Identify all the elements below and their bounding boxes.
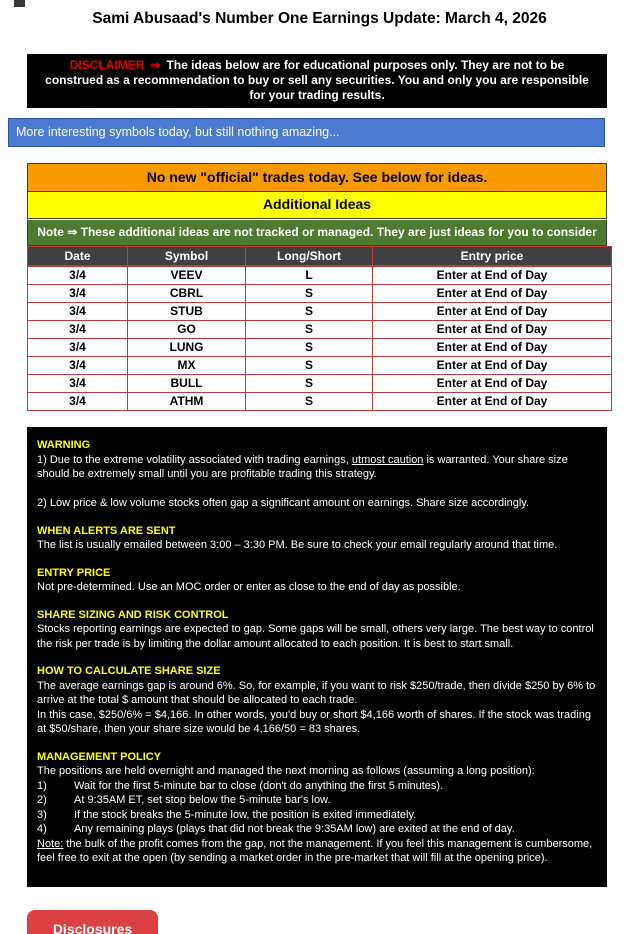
cell-entry: Enter at End of Day <box>373 393 612 411</box>
section-warning <box>37 438 597 511</box>
table-row <box>28 321 612 339</box>
page-title: Sami Abusaad's Number One Earnings Update: March 4, 2026 <box>92 10 547 27</box>
cell-symbol: VEEV <box>128 266 246 285</box>
no-trades-banner: No new "official" trades today. See below for ideas. <box>27 163 607 192</box>
additional-ideas-banner: Additional Ideas <box>27 192 607 219</box>
share-sizing-text: Stocks reporting earnings are expected to gap. Some gaps will be small, others very large. The best way to control the risk per trade is by limiting the dollar amount allocated to each position. It is best to start small. <box>37 623 594 650</box>
table-row <box>28 375 612 393</box>
warning-text: is warranted. Your share size should be extremely small until you are profitable trading this strategy. <box>37 453 568 480</box>
column-header-long-short: Long/Short <box>246 247 373 267</box>
table-row <box>28 339 612 357</box>
section-heading: HOW TO CALCULATE SHARE SIZE <box>37 665 221 677</box>
ideas-note-banner: Note ⇒ These additional ideas are not tracked or managed. They are just ideas for you to consider <box>27 219 607 246</box>
table-row <box>28 357 612 375</box>
cell-symbol: GO <box>128 321 246 339</box>
cell-entry: Enter at End of Day <box>373 303 612 321</box>
disclaimer-banner <box>27 54 607 108</box>
step-text: If the stock breaks the 5-minute low, the position is exited immediately. <box>74 808 417 821</box>
management-step <box>37 793 597 808</box>
step-text: Wait for the first 5-minute bar to close (don't do anything the first 5 minutes). <box>74 779 444 792</box>
step-number: 4) <box>37 823 47 835</box>
ideas-section <box>27 163 607 411</box>
column-header-date: Date <box>28 247 128 267</box>
section-management-policy <box>37 750 597 866</box>
section-heading: MANAGEMENT POLICY <box>37 750 162 763</box>
section-alerts <box>37 524 597 553</box>
note-label: Note: <box>37 837 64 850</box>
cell-entry: Enter at End of Day <box>373 339 612 357</box>
section-entry-price <box>37 566 597 595</box>
cell-entry: Enter at End of Day <box>373 266 612 285</box>
step-number: 3) <box>37 808 47 821</box>
entry-price-text: Not pre-determined. Use an MOC order or enter as close to the end of day as possible. <box>37 581 461 593</box>
column-header-symbol: Symbol <box>128 247 246 267</box>
column-header-entry-price: Entry price <box>373 247 612 267</box>
disclaimer-text: The ideas below are for educational purposes only. They are not to be construed as a recommendation to buy or sell any securities. You and only you are responsible for your trading results. <box>45 58 589 102</box>
cell-side: L <box>246 266 373 285</box>
screen-artifact <box>14 0 25 7</box>
disclosures-button[interactable]: Disclosures <box>27 910 158 934</box>
step-text: At 9:35AM ET, set stop below the 5-minute bar's low. <box>74 794 331 806</box>
cell-entry: Enter at End of Day <box>373 375 612 393</box>
warning-text: 1) Due to the extreme volatility associated with trading earnings, <box>37 453 352 466</box>
cell-date: 3/4 <box>28 285 128 303</box>
market-comment-banner: More interesting symbols today, but still nothing amazing... <box>8 118 605 147</box>
cell-entry: Enter at End of Day <box>373 357 612 375</box>
section-share-sizing <box>37 608 597 652</box>
cell-symbol: ATHM <box>128 393 246 411</box>
cell-symbol: BULL <box>128 375 246 393</box>
cell-side: S <box>246 321 373 339</box>
note-text: the bulk of the profit comes from the gap, not the management. If you feel this management is cumbersome, feel free to exit at the open (by sending a market order in the pre-market that will fill at the opening price). <box>37 837 593 864</box>
section-heading: WARNING <box>37 439 91 451</box>
management-step <box>37 808 597 823</box>
cell-date: 3/4 <box>28 393 128 411</box>
alerts-text: The list is usually emailed between 3:00 – 3:30 PM. Be sure to check your email regularly around that time. <box>37 539 558 551</box>
management-intro: The positions are held overnight and managed the next morning as follows (assuming a long position): <box>37 765 535 777</box>
table-row <box>28 266 612 285</box>
table-row <box>28 303 612 321</box>
warning-underlined-text: utmost caution <box>351 453 424 466</box>
cell-date: 3/4 <box>28 357 128 375</box>
cell-date: 3/4 <box>28 266 128 285</box>
cell-entry: Enter at End of Day <box>373 285 612 303</box>
cell-side: S <box>246 357 373 375</box>
cell-symbol: MX <box>128 357 246 375</box>
step-text: Any remaining plays (plays that did not break the 9:35AM low) are exited at the end of day. <box>74 823 515 835</box>
section-heading: SHARE SIZING AND RISK CONTROL <box>37 608 229 621</box>
table-row <box>28 393 612 411</box>
warning-paragraph-2: 2) Low price & low volume stocks often gap a significant amount on earnings. Share size accordingly. <box>37 497 529 509</box>
cell-symbol: LUNG <box>128 339 246 357</box>
cell-date: 3/4 <box>28 375 128 393</box>
cell-date: 3/4 <box>28 321 128 339</box>
table-header-row <box>28 247 612 267</box>
cell-entry: Enter at End of Day <box>373 321 612 339</box>
info-panel <box>27 427 607 887</box>
management-step <box>37 779 597 794</box>
cell-side: S <box>246 393 373 411</box>
table-row <box>28 285 612 303</box>
calc-paragraph-1: The average earnings gap is around 6%. So, for example, if you want to risk $250/trade, then divide $250 by 6% to arrive at the total $ amount that should be allocated to each trade. <box>37 679 596 706</box>
cell-date: 3/4 <box>28 339 128 357</box>
cell-side: S <box>246 303 373 321</box>
step-number: 1) <box>37 779 47 792</box>
cell-symbol: CBRL <box>128 285 246 303</box>
warning-paragraph-1 <box>37 453 597 482</box>
calc-paragraph-2: In this case, $250/6% = $4,166. In other words, you'd buy or short $4,166 worth of shares. If the stock was trading at $50/share, then your share size would be 4,166/50 = 83 shares. <box>37 708 591 735</box>
arrow-right-icon: ⇒ <box>150 58 161 72</box>
section-heading: ENTRY PRICE <box>37 566 111 579</box>
cell-date: 3/4 <box>28 303 128 321</box>
management-note <box>37 837 597 866</box>
section-calculate-share-size <box>37 664 597 737</box>
ideas-table <box>27 246 612 411</box>
management-step <box>37 822 597 837</box>
section-heading: WHEN ALERTS ARE SENT <box>37 524 176 537</box>
cell-side: S <box>246 375 373 393</box>
cell-symbol: STUB <box>128 303 246 321</box>
disclaimer-label: DISCLAIMER <box>69 58 145 72</box>
step-number: 2) <box>37 794 47 806</box>
cell-side: S <box>246 285 373 303</box>
cell-side: S <box>246 339 373 357</box>
